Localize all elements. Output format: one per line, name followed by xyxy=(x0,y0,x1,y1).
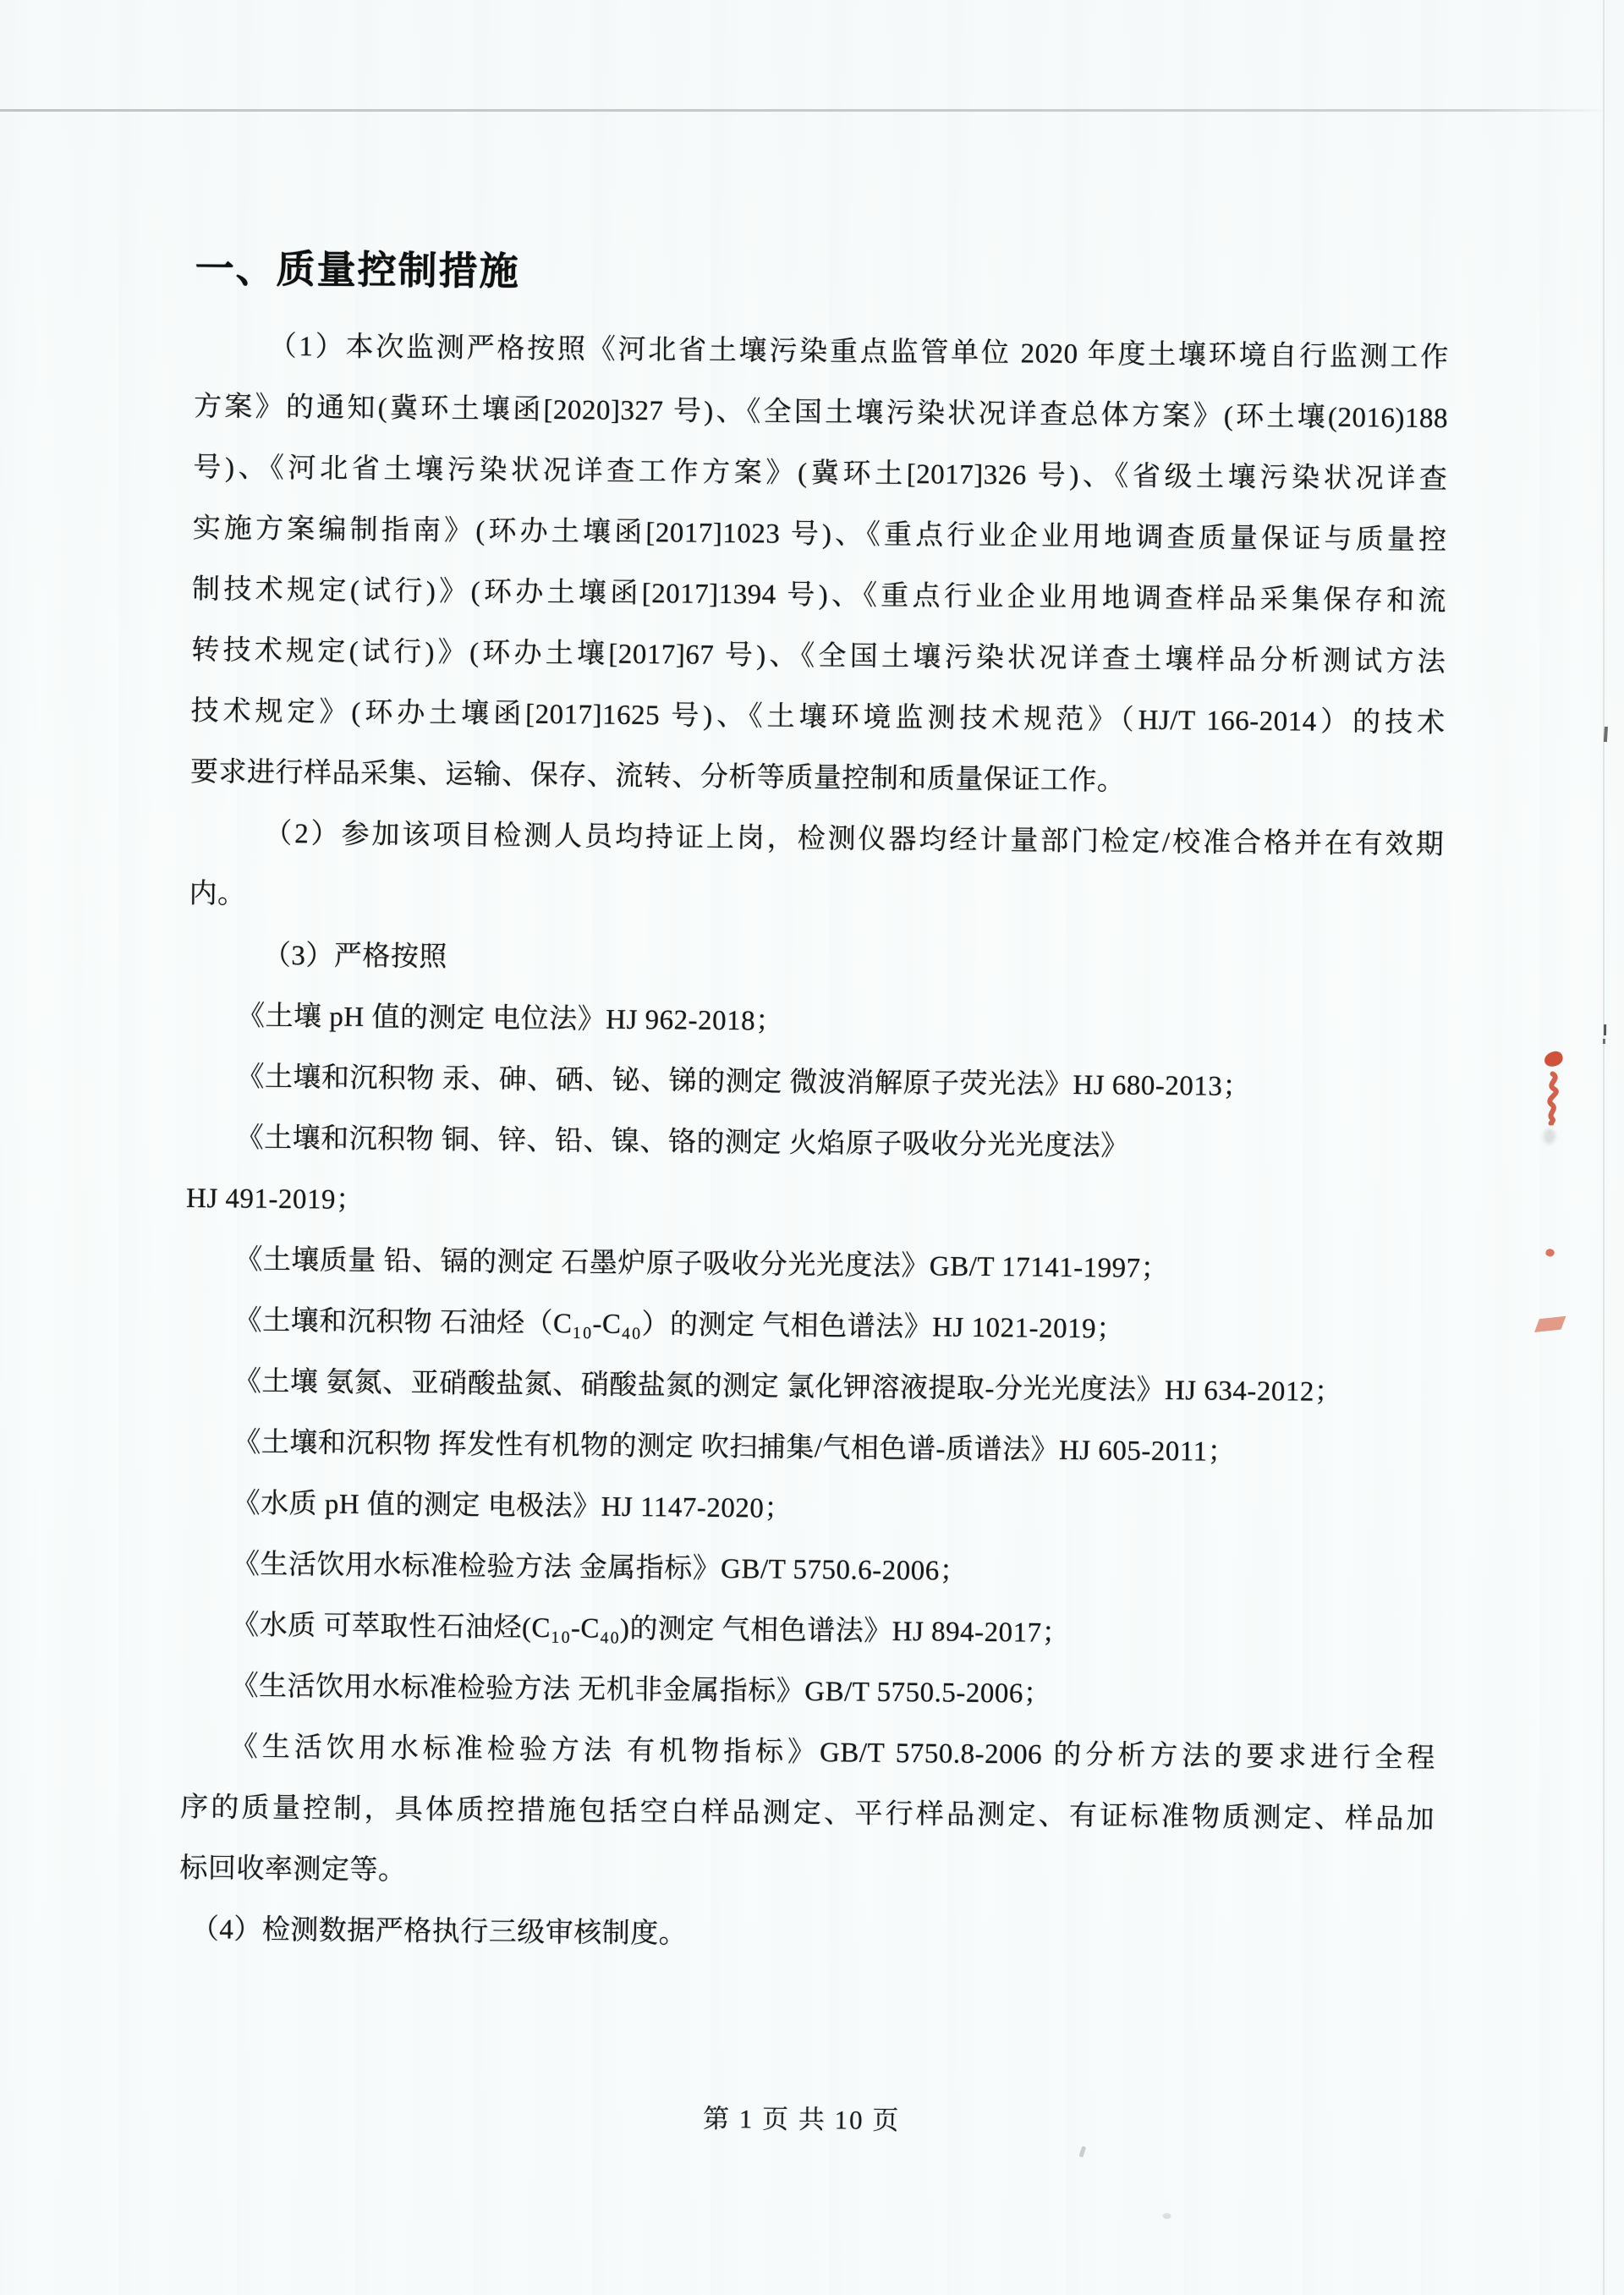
text-line: 内。 xyxy=(189,878,246,910)
red-ink-parallelogram-mark xyxy=(1534,1316,1566,1332)
text-line: 《土壤 pH 值的测定 电位法》HJ 962-2018； xyxy=(236,1001,784,1037)
text-line: 《土壤和沉积物 汞、砷、硒、铋、锑的测定 微波消解原子荧光法》HJ 680-2013； xyxy=(236,1062,1252,1102)
text-line: 技术规定》(环办土壤函[2017]1625 号)、《土壤环境监测技术规范》（HJ/T 166-2014）的技术 xyxy=(190,695,1446,739)
text-line: 标回收率测定等。 xyxy=(179,1853,407,1886)
red-ink-dot-mark xyxy=(1544,1248,1555,1258)
text-line: 《土壤 氨氮、亚硝酸盐氮、硝酸盐氮的测定 氯化钾溶液提取-分光光度法》HJ 634-2012； xyxy=(233,1366,1343,1408)
edge-dash-mark xyxy=(1604,1024,1606,1035)
edge-dash-mark xyxy=(1603,1039,1605,1044)
scan-speck xyxy=(1163,2213,1171,2219)
text-line: 要求进行样品采集、运输、保存、流转、分析等质量控制和质量保证工作。 xyxy=(189,756,1126,797)
text-line: 《生活饮用水标准检验方法 金属指标》GB/T 5750.6-2006； xyxy=(231,1549,968,1587)
red-ink-blob-mark xyxy=(1543,1050,1565,1069)
text-line: 《水质 pH 值的测定 电极法》HJ 1147-2020； xyxy=(232,1488,793,1524)
section-heading: 一、质量控制措施 xyxy=(195,245,520,294)
text-line: （2）参加该项目检测人员均持证上岗，检测仪器均经计量部门检定/校准合格并在有效期 xyxy=(264,818,1445,861)
text-line: （4）检测数据严格执行三级审核制度。 xyxy=(190,1914,688,1950)
page-footer: 第 1 页 共 10 页 xyxy=(702,2103,901,2136)
text-line: 方案》的通知(冀环土壤函[2020]327 号)、《全国土壤污染状况详查总体方案》(环土壤(2016)188 xyxy=(193,391,1449,435)
text-line: （1）本次监测严格按照《河北省土壤污染重点监管单位 2020 年度土壤环境自行监测工作 xyxy=(268,331,1449,374)
gray-smudge-mark xyxy=(1544,1128,1555,1144)
text-line: 《生活饮用水标准检验方法 无机非金属指标》GB/T 5750.5-2006； xyxy=(230,1671,1052,1710)
text-line: 《土壤和沉积物 挥发性有机物的测定 吹扫捕集/气相色谱-质谱法》HJ 605-2011； xyxy=(233,1427,1237,1468)
text-line: 《水质 可萃取性石油烃(C₁₀-C₄₀)的测定 气相色谱法》HJ 894-2017； xyxy=(231,1610,1071,1649)
text-line: 实施方案编制指南》(环办土壤函[2017]1023 号)、《重点行业企业用地调查质量保证与质量控 xyxy=(192,513,1447,557)
text-line: 《土壤和沉积物 铜、锌、铅、镍、铬的测定 火焰原子吸收分光光度法》 xyxy=(235,1123,1129,1162)
document-body xyxy=(178,316,1449,1972)
text-line: 转技术规定(试行)》(环办土壤[2017]67 号)、《全国土壤污染状况详查土壤样品分析测试方法 xyxy=(191,634,1446,678)
scan-speck xyxy=(1078,2146,1086,2158)
text-line: 序的质量控制，具体质控措施包括空白样品测定、平行样品测定、有证标准物质测定、样品加 xyxy=(179,1792,1435,1836)
text-line: （3）严格按照 xyxy=(262,940,448,973)
text-line: 号)、《河北省土壤污染状况详查工作方案》(冀环土[2017]326 号)、《省级土壤污染状况详查 xyxy=(193,452,1448,496)
text-line: HJ 491-2019； xyxy=(185,1183,365,1216)
text-line: 《生活饮用水标准检验方法 有机物指标》GB/T 5750.8-2006 的分析方法的要求进行全程 xyxy=(229,1732,1435,1775)
edge-dash-mark xyxy=(1604,727,1608,742)
red-ink-squiggle-mark xyxy=(1539,1071,1566,1125)
text-line: 《土壤质量 铅、镉的测定 石墨炉原子吸收分光光度法》GB/T 17141-1997； xyxy=(234,1244,1170,1285)
text-line: 《土壤和沉积物 石油烃（C₁₀-C₄₀）的测定 气相色谱法》HJ 1021-2019； xyxy=(233,1305,1125,1345)
text-line: 制技术规定(试行)》(环办土壤函[2017]1394 号)、《重点行业企业用地调查样品采集保存和流 xyxy=(191,574,1447,618)
